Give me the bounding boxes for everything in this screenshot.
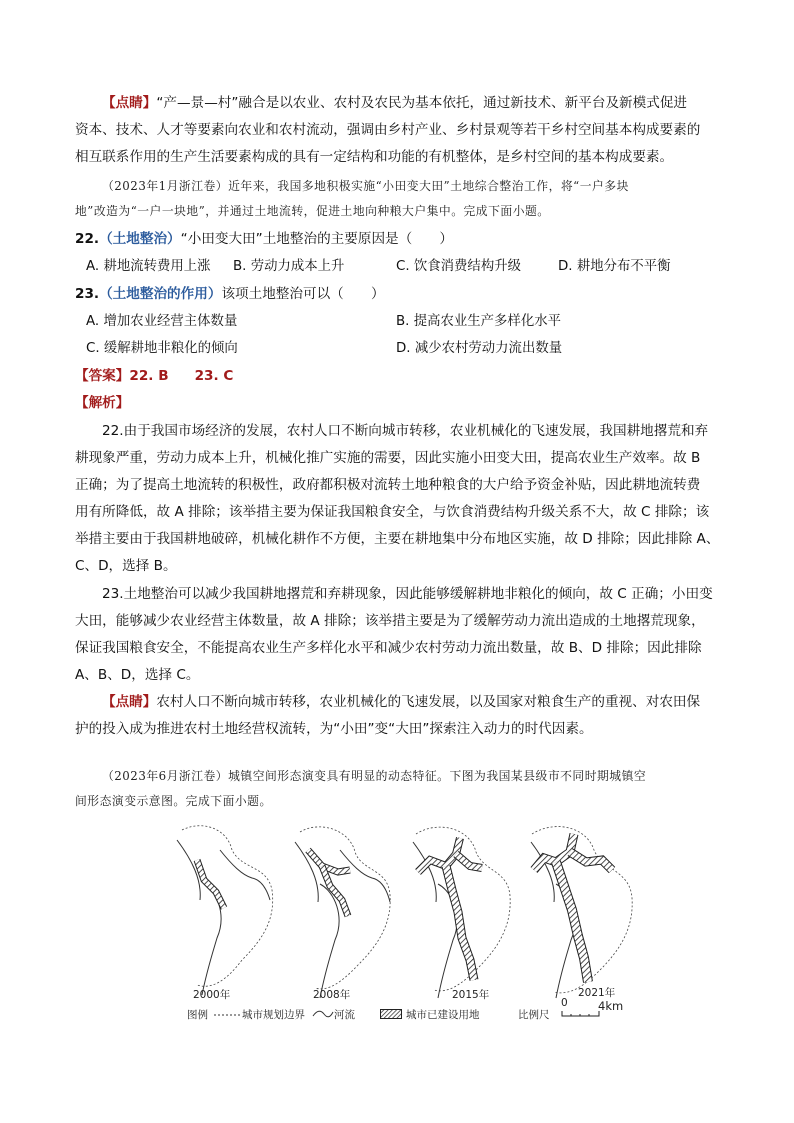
analysis-22-line: C、D，选择 B。 [75, 558, 177, 574]
analysis-22-line: 举措主要由于我国耕地破碎，机械化耕作不方便，主要在耕地集中分布地区实施，故 D 排除；因此排除 A、 [75, 531, 720, 547]
analysis-23-line: 大田，能够减少农业经营主体数量，故 A 排除；该举措主要是为了缓解劳动力流出造成的土地撂荒现象， [75, 613, 705, 629]
question-23 [75, 284, 385, 304]
stem-line: 间形态演变示意图。完成下面小题。 [75, 794, 272, 808]
option-b: B. 提高农业生产多样化水平 [396, 314, 561, 329]
urban-evolution-figure [172, 820, 642, 1020]
analysis-tag: 【解析】 [75, 395, 130, 411]
option-a: A. 增加农业经营主体数量 [86, 314, 238, 329]
tip-paragraph-line: 护的投入成为推进农村土地经营权流转，为“小田”变“大田”探索注入动力的时代因素。 [75, 721, 593, 737]
analysis-23-line: 保证我国粮食安全，不能提高农业生产多样化水平和减少农村劳动力流出数量，故 B、D 排除；因此排除 [75, 640, 702, 656]
year-label-2000: 2000年 [193, 989, 231, 1001]
answer-line [75, 366, 233, 386]
tip-paragraph-line [102, 692, 700, 712]
scale-bar [561, 1010, 601, 1018]
legend-built: 城市已建设用地 [406, 1009, 480, 1021]
scale-title: 比例尺 [518, 1009, 550, 1021]
question-number: 23. [75, 286, 100, 302]
map-2000 [177, 826, 273, 995]
map-2015 [413, 827, 510, 998]
question-number: 22. [75, 231, 100, 247]
question-22 [75, 229, 453, 249]
map-2021 [531, 827, 632, 998]
built-land-legend-icon [380, 1009, 402, 1019]
tip-paragraph-line: 资本、技术、人才等要素向农业和农村流动，强调由乡村产业、乡村景观等若干乡村空间基本构成要素的 [75, 122, 701, 138]
year-label-2015: 2015年 [452, 989, 490, 1001]
boundary-legend-icon [214, 1012, 240, 1018]
tip-tag: 【点睛】 [102, 694, 157, 710]
map-2008 [295, 827, 390, 998]
answer-22: 22. B [129, 368, 169, 384]
river-legend-icon [312, 1008, 334, 1020]
analysis-23-line: 23.土地整治可以减少我国耕地撂荒和弃耕现象，因此能够缓解耕地非粮化的倾向，故 C 正确；小田变 [102, 586, 713, 602]
tip-text: 农村人口不断向城市转移，农业机械化的飞速发展，以及国家对粮食生产的重视、对农田保 [156, 694, 701, 710]
legend-boundary: 城市规划边界 [242, 1009, 305, 1021]
analysis-22-line: 耕现象严重，劳动力成本上升，机械化推广实施的需要，因此实施小田变大田，提高农业生产效率。故 B [75, 450, 701, 466]
option-b: B. 劳动力成本上升 [233, 259, 345, 274]
answer-tag: 【答案】 [75, 368, 130, 384]
option-c: C. 饮食消费结构升级 [396, 259, 521, 274]
question-text: “小田变大田”土地整治的主要原因是（ ） [180, 231, 454, 247]
question-text: 该项土地整治可以（ ） [221, 286, 385, 302]
year-label-2008: 2008年 [313, 989, 351, 1001]
question-topic-tag: （土地整治的作用） [99, 286, 222, 302]
stem-line: （2023年1月浙江卷）近年来，我国多地积极实施“小田变大田”土地综合整治工作，将“一户多块 [102, 179, 629, 193]
scale-zero: 0 [561, 997, 568, 1009]
analysis-22-line: 正确；为了提高土地流转的积极性，政府都积极对流转土地种粮食的大户给予资金补贴，因此耕地流转费 [75, 477, 701, 493]
tip-text: “产—景—村”融合是以农业、农村及农民为基本依托，通过新技术、新平台及新模式促进 [156, 95, 688, 111]
option-d: D. 耕地分布不平衡 [558, 259, 671, 274]
year-label-2021: 2021年 [578, 987, 616, 999]
tip-tag: 【点睛】 [102, 95, 157, 111]
stem-line: 地”改造为“一户一块地”，并通过土地流转，促进土地向种粮大户集中。完成下面小题。 [75, 204, 550, 218]
option-a: A. 耕地流转费用上涨 [86, 259, 211, 274]
answer-23: 23. C [194, 368, 234, 384]
legend-river: 河流 [334, 1009, 355, 1021]
analysis-23-line: A、B、D，选择 C。 [75, 667, 200, 683]
analysis-22-line: 用有所降低，故 A 排除；该举措主要为保证我国粮食安全，与饮食消费结构升级关系不大，故 C 排除；该 [75, 504, 710, 520]
stem-line: （2023年6月浙江卷）城镇空间形态演变具有明显的动态特征。下图为我国某县级市不同时期城镇空 [102, 769, 647, 783]
option-c: C. 缓解耕地非粮化的倾向 [86, 341, 238, 356]
option-d: D. 减少农村劳动力流出数量 [396, 341, 563, 356]
analysis-22-line: 22.由于我国市场经济的发展，农村人口不断向城市转移，农业机械化的飞速发展，我国耕地撂荒和弃 [102, 423, 709, 439]
tip-paragraph-line [102, 93, 687, 113]
analysis-line [75, 393, 129, 413]
scale-length: 4km [598, 999, 624, 1013]
legend-title: 图例 [187, 1009, 208, 1021]
question-topic-tag: （土地整治） [99, 231, 181, 247]
tip-paragraph-line: 相互联系作用的生产生活要素构成的具有一定结构和功能的有机整体，是乡村空间的基本构成要素。 [75, 149, 674, 165]
